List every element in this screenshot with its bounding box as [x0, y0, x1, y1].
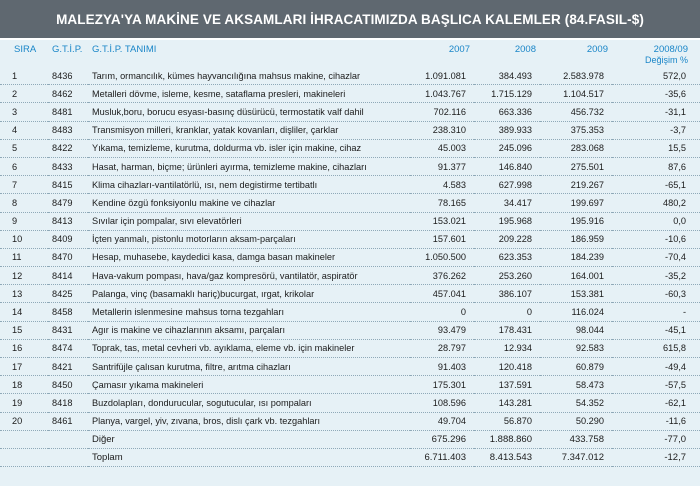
- row-gtip-code: 8474: [48, 339, 88, 357]
- row-number: 6: [0, 157, 48, 175]
- table-row: [0, 358, 700, 376]
- row-change-percent: -65,1: [612, 176, 700, 194]
- row-value-2009: 199.697: [540, 194, 612, 212]
- row-number: 11: [0, 248, 48, 266]
- row-value-2009: 58.473: [540, 376, 612, 394]
- row-value-2007: 1.050.500: [410, 248, 474, 266]
- row-value-2007: 91.403: [410, 358, 474, 376]
- total-empty-cell: [48, 448, 88, 466]
- row-value-2009: 153.381: [540, 285, 612, 303]
- other-y2008: 1.888.860: [474, 430, 540, 448]
- row-description: Toprak, tas, metal cevheri vb. ayıklama, eleme vb. için makineler: [88, 339, 410, 357]
- row-value-2007: 78.165: [410, 194, 474, 212]
- row-value-2009: 184.239: [540, 248, 612, 266]
- header-change: 2008/09: [653, 44, 688, 55]
- row-change-percent: 572,0: [612, 67, 700, 85]
- row-number: 20: [0, 412, 48, 430]
- row-number: 9: [0, 212, 48, 230]
- row-change-percent: -35,2: [612, 267, 700, 285]
- row-value-2008: 627.998: [474, 176, 540, 194]
- table-row: [0, 376, 700, 394]
- row-change-percent: -60,3: [612, 285, 700, 303]
- row-value-2007: 1.091.081: [410, 67, 474, 85]
- row-value-2009: 186.959: [540, 230, 612, 248]
- table-row: [0, 157, 700, 175]
- table-row: [0, 139, 700, 157]
- row-value-2009: 219.267: [540, 176, 612, 194]
- total-label: Toplam: [88, 448, 410, 466]
- row-description: Klima cihazları-vantilatörlü, ısı, nem degistirme tertibatlı: [88, 176, 410, 194]
- row-value-2008: 623.353: [474, 248, 540, 266]
- header-2009: 2009: [586, 44, 608, 55]
- table-row: [0, 394, 700, 412]
- row-change-percent: -57,5: [612, 376, 700, 394]
- row-number: 4: [0, 121, 48, 139]
- row-description: Hava-vakum pompası, hava/gaz kompresörü, vantilatör, aspiratör: [88, 267, 410, 285]
- row-description: Çamasır yıkama makineleri: [88, 376, 410, 394]
- row-value-2008: 209.228: [474, 230, 540, 248]
- row-gtip-code: 8418: [48, 394, 88, 412]
- row-gtip-code: 8425: [48, 285, 88, 303]
- total-y2007: 6.711.403: [410, 448, 474, 466]
- row-number: 1: [0, 67, 48, 85]
- row-value-2009: 54.352: [540, 394, 612, 412]
- row-value-2007: 175.301: [410, 376, 474, 394]
- export-table: [0, 40, 700, 467]
- row-value-2008: 0: [474, 303, 540, 321]
- other-y2009: 433.758: [540, 430, 612, 448]
- row-change-percent: -31,1: [612, 103, 700, 121]
- row-value-2007: 28.797: [410, 339, 474, 357]
- row-gtip-code: 8431: [48, 321, 88, 339]
- row-value-2009: 60.879: [540, 358, 612, 376]
- row-gtip-code: 8461: [48, 412, 88, 430]
- row-value-2007: 238.310: [410, 121, 474, 139]
- other-change: -77,0: [612, 430, 700, 448]
- row-change-percent: 15,5: [612, 139, 700, 157]
- table-row: [0, 285, 700, 303]
- row-description: Planya, vargel, yiv, zıvana, bros, dislı çark vb. tezgahları: [88, 412, 410, 430]
- row-description: Metalleri dövme, isleme, kesme, sataflama presleri, makineleri: [88, 85, 410, 103]
- row-description: Kendine özgü fonksiyonlu makine ve cihazlar: [88, 194, 410, 212]
- row-value-2007: 702.116: [410, 103, 474, 121]
- row-change-percent: -3,7: [612, 121, 700, 139]
- row-number: 17: [0, 358, 48, 376]
- table-body: [0, 67, 700, 467]
- row-value-2008: 389.933: [474, 121, 540, 139]
- total-row: [0, 448, 700, 466]
- row-gtip-code: 8458: [48, 303, 88, 321]
- header-description: G.T.İ.P. TANIMI: [92, 44, 157, 55]
- table-row: [0, 303, 700, 321]
- row-number: 2: [0, 85, 48, 103]
- row-change-percent: -: [612, 303, 700, 321]
- row-value-2009: 375.353: [540, 121, 612, 139]
- row-value-2007: 0: [410, 303, 474, 321]
- table-header: [0, 40, 700, 67]
- table-row: [0, 248, 700, 266]
- row-description: Buzdolapları, dondurucular, sogutucular, ısı pompaları: [88, 394, 410, 412]
- row-value-2008: 146.840: [474, 157, 540, 175]
- row-value-2007: 457.041: [410, 285, 474, 303]
- row-value-2008: 34.417: [474, 194, 540, 212]
- row-value-2008: 663.336: [474, 103, 540, 121]
- row-value-2007: 4.583: [410, 176, 474, 194]
- row-value-2008: 195.968: [474, 212, 540, 230]
- other-row: [0, 430, 700, 448]
- table-row: [0, 121, 700, 139]
- table-row: [0, 321, 700, 339]
- row-description: Agır is makine ve cihazlarının aksamı, parçaları: [88, 321, 410, 339]
- row-value-2007: 376.262: [410, 267, 474, 285]
- row-description: Hasat, harman, biçme; ürünleri ayırma, temizleme makine, cihazları: [88, 157, 410, 175]
- row-description: Metallerin islenmesine mahsus torna tezgahları: [88, 303, 410, 321]
- table-row: [0, 412, 700, 430]
- row-gtip-code: 8413: [48, 212, 88, 230]
- row-value-2008: 384.493: [474, 67, 540, 85]
- header-change-sub: Değişim %: [644, 55, 688, 65]
- table-row: [0, 85, 700, 103]
- row-description: Transmisyon milleri, kranklar, yatak kovanları, dişliler, çarklar: [88, 121, 410, 139]
- row-value-2009: 1.104.517: [540, 85, 612, 103]
- row-gtip-code: 8470: [48, 248, 88, 266]
- row-value-2007: 108.596: [410, 394, 474, 412]
- total-y2009: 7.347.012: [540, 448, 612, 466]
- row-change-percent: 615,8: [612, 339, 700, 357]
- row-number: 5: [0, 139, 48, 157]
- table-row: [0, 212, 700, 230]
- row-gtip-code: 8450: [48, 376, 88, 394]
- row-value-2008: 143.281: [474, 394, 540, 412]
- row-change-percent: -49,4: [612, 358, 700, 376]
- row-value-2009: 164.001: [540, 267, 612, 285]
- row-number: 15: [0, 321, 48, 339]
- row-description: Musluk,boru, borucu esyası-basınç düsürücü, termostatik valf dahil: [88, 103, 410, 121]
- table-row: [0, 230, 700, 248]
- row-number: 3: [0, 103, 48, 121]
- row-value-2007: 91.377: [410, 157, 474, 175]
- total-change: -12,7: [612, 448, 700, 466]
- row-number: 12: [0, 267, 48, 285]
- row-gtip-code: 8415: [48, 176, 88, 194]
- row-number: 7: [0, 176, 48, 194]
- row-value-2008: 120.418: [474, 358, 540, 376]
- row-number: 13: [0, 285, 48, 303]
- table-row: [0, 267, 700, 285]
- total-empty-cell: [0, 448, 48, 466]
- row-value-2008: 12.934: [474, 339, 540, 357]
- row-gtip-code: 8436: [48, 67, 88, 85]
- row-gtip-code: 8421: [48, 358, 88, 376]
- row-description: Hesap, muhasebe, kaydedici kasa, damga basan makineler: [88, 248, 410, 266]
- row-change-percent: 87,6: [612, 157, 700, 175]
- row-value-2008: 1.715.129: [474, 85, 540, 103]
- other-empty-cell: [48, 430, 88, 448]
- row-description: Tarım, ormancılık, kümes hayvancılığına mahsus makine, cihazlar: [88, 67, 410, 85]
- row-value-2007: 153.021: [410, 212, 474, 230]
- row-value-2009: 195.916: [540, 212, 612, 230]
- other-y2007: 675.296: [410, 430, 474, 448]
- row-value-2008: 253.260: [474, 267, 540, 285]
- row-value-2009: 50.290: [540, 412, 612, 430]
- row-value-2008: 137.591: [474, 376, 540, 394]
- row-gtip-code: 8462: [48, 85, 88, 103]
- row-gtip-code: 8409: [48, 230, 88, 248]
- row-value-2008: 386.107: [474, 285, 540, 303]
- row-description: Sıvılar için pompalar, sıvı elevatörleri: [88, 212, 410, 230]
- row-number: 8: [0, 194, 48, 212]
- row-value-2008: 178.431: [474, 321, 540, 339]
- row-value-2007: 157.601: [410, 230, 474, 248]
- row-value-2007: 1.043.767: [410, 85, 474, 103]
- header-gtip: G.T.İ.P.: [52, 44, 83, 55]
- row-gtip-code: 8414: [48, 267, 88, 285]
- table-title: MALEZYA'YA MAKİNE VE AKSAMLARI İHRACATIMIZDA BAŞLICA KALEMLER (84.FASIL-$): [0, 0, 700, 40]
- row-value-2007: 93.479: [410, 321, 474, 339]
- row-description: Santrifüjle çalısan kurutma, filtre, arıtma cihazları: [88, 358, 410, 376]
- row-value-2009: 283.068: [540, 139, 612, 157]
- row-gtip-code: 8422: [48, 139, 88, 157]
- header-sira: SIRA: [14, 44, 37, 55]
- row-value-2007: 45.003: [410, 139, 474, 157]
- row-gtip-code: 8479: [48, 194, 88, 212]
- row-change-percent: -70,4: [612, 248, 700, 266]
- row-number: 19: [0, 394, 48, 412]
- header-2007: 2007: [448, 44, 470, 55]
- row-description: Palanga, vinç (basamaklı hariç)bucurgat, ırgat, krikolar: [88, 285, 410, 303]
- row-value-2009: 98.044: [540, 321, 612, 339]
- table-row: [0, 339, 700, 357]
- row-change-percent: 0,0: [612, 212, 700, 230]
- total-y2008: 8.413.543: [474, 448, 540, 466]
- row-value-2009: 2.583.978: [540, 67, 612, 85]
- row-value-2009: 275.501: [540, 157, 612, 175]
- row-change-percent: -10,6: [612, 230, 700, 248]
- other-empty-cell: [0, 430, 48, 448]
- table-row: [0, 194, 700, 212]
- row-number: 18: [0, 376, 48, 394]
- row-value-2009: 116.024: [540, 303, 612, 321]
- table-row: [0, 176, 700, 194]
- row-description: İçten yanmalı, pistonlu motorların aksam-parçaları: [88, 230, 410, 248]
- row-gtip-code: 8481: [48, 103, 88, 121]
- row-change-percent: 480,2: [612, 194, 700, 212]
- header-2008: 2008: [514, 44, 536, 55]
- row-change-percent: -62,1: [612, 394, 700, 412]
- table-row: [0, 67, 700, 85]
- row-number: 16: [0, 339, 48, 357]
- other-label: Diğer: [88, 430, 410, 448]
- row-number: 14: [0, 303, 48, 321]
- row-change-percent: -11,6: [612, 412, 700, 430]
- row-value-2008: 56.870: [474, 412, 540, 430]
- row-change-percent: -45,1: [612, 321, 700, 339]
- row-value-2008: 245.096: [474, 139, 540, 157]
- table-row: [0, 103, 700, 121]
- row-gtip-code: 8433: [48, 157, 88, 175]
- row-change-percent: -35,6: [612, 85, 700, 103]
- row-gtip-code: 8483: [48, 121, 88, 139]
- row-description: Yıkama, temizleme, kurutma, doldurma vb. isler için makine, cihaz: [88, 139, 410, 157]
- row-value-2007: 49.704: [410, 412, 474, 430]
- row-value-2009: 92.583: [540, 339, 612, 357]
- row-number: 10: [0, 230, 48, 248]
- row-value-2009: 456.732: [540, 103, 612, 121]
